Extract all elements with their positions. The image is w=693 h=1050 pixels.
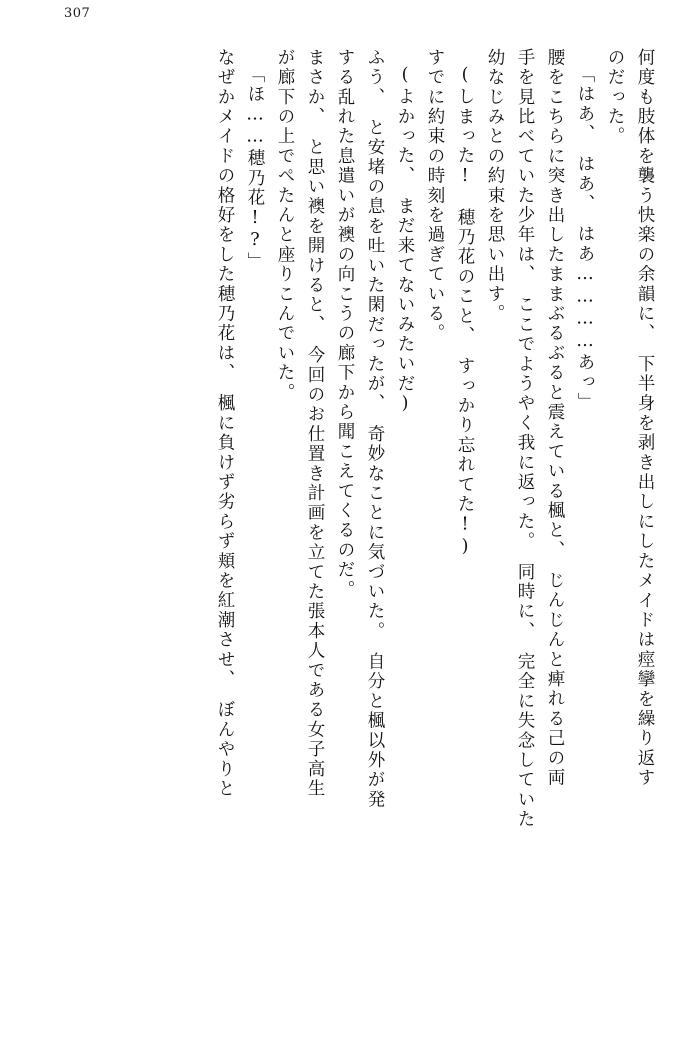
text-line: 手を見比べていた少年は、 ここでようやく我に返った。 同時に、 完全に失念していた	[515, 48, 535, 830]
text-line: なぜかメイドの格好をした穂乃花は、 楓に負けず劣らず頬を紅潮させ、 ぼんやりと	[215, 48, 235, 799]
text-line: のだった。	[605, 48, 625, 147]
text-line: 幼なじみとの約束を思い出す。	[485, 48, 505, 324]
page-text-body	[28, 48, 653, 1014]
page-number: 307	[64, 6, 91, 21]
text-line: すでに約束の時刻を過ぎている。	[425, 48, 445, 344]
text-line: ふう、 と安堵の息を吐いた閑だったが、 奇妙なことに気づいた。 自分と楓以外が発	[365, 48, 385, 810]
text-line: (よかった、 まだ来てないみたいだ)	[395, 65, 415, 416]
text-line: 「ほ……穂乃花!?」	[245, 65, 265, 272]
text-line: する乱れた息遣いが襖の向こうの廊下から聞こえてくるのだ。	[335, 48, 355, 600]
text-line: が廊下の上でぺたんと座りこんでいた。	[275, 48, 295, 403]
text-line: 「はあ、 はあ、 はあ…………あっ」	[575, 65, 595, 413]
text-line: まさか、 と思い襖を開けると、 今回のお仕置き計画を立てた張本人である女子高生	[305, 48, 325, 799]
text-line: 腰をこちらに突き出したままぶるぶると震えている楓と、 じんじんと痺れる己の両	[545, 48, 565, 788]
text-line: (しまった! 穂乃花のこと、 すっかり忘れてた!)	[455, 65, 475, 559]
text-line: 何度も肢体を襲う快楽の余韻に、 下半身を剥き出しにしたメイドは痙攣を繰り返す	[635, 48, 655, 788]
